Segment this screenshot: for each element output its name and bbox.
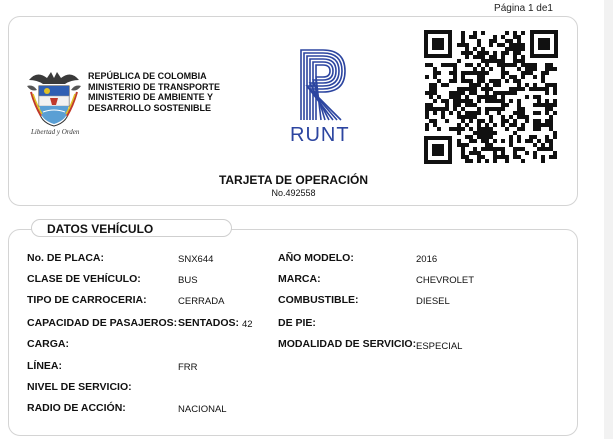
plate-label: No. DE PLACA: <box>27 252 104 264</box>
action-radius-value: NACIONAL <box>178 404 227 415</box>
body-type-value: CERRADA <box>178 296 225 307</box>
vehicle-class-value: BUS <box>178 275 198 286</box>
runt-logo-icon <box>291 44 351 124</box>
standing-label: DE PIE: <box>278 317 316 329</box>
document-title: TARJETA DE OPERACIÓN <box>218 173 369 187</box>
fuel-value: DIESEL <box>416 296 450 307</box>
brand-value: CHEVROLET <box>416 275 475 286</box>
coat-of-arms-icon <box>25 66 83 130</box>
line-label: LÍNEA: <box>27 360 62 372</box>
vehicle-class-label: CLASE DE VEHÍCULO: <box>27 273 141 285</box>
service-modality-value: ESPECIAL <box>416 341 463 352</box>
ministry-line: MINISTERIO DE TRANSPORTE <box>88 81 221 92</box>
section-title: DATOS VEHÍCULO <box>31 219 232 237</box>
ministry-line: REPÚBLICA DE COLOMBIA <box>88 71 207 81</box>
qr-code-icon <box>424 30 558 164</box>
motto-text: Libertad y Orden <box>31 128 80 136</box>
body-type-label: TIPO DE CARROCERIA: <box>27 294 147 306</box>
cargo-label: CARGA: <box>27 338 69 350</box>
ministry-line: DESARROLLO SOSTENIBLE <box>88 102 212 113</box>
service-level-label: NIVEL DE SERVICIO: <box>27 381 132 393</box>
line-value: FRR <box>178 362 198 373</box>
page-number: Página 1 de1 <box>494 3 553 14</box>
model-year-value: 2016 <box>416 254 438 265</box>
seated-label: SENTADOS: <box>178 317 240 329</box>
document-number: No.492558 <box>271 188 316 198</box>
brand-label: MARCA: <box>278 273 321 285</box>
scrollbar-track[interactable] <box>604 0 613 439</box>
fuel-label: COMBUSTIBLE: <box>278 294 359 306</box>
service-modality-label: MODALIDAD DE SERVICIO: <box>278 338 417 350</box>
ministry-line: MINISTERIO DE AMBIENTE Y <box>88 92 214 102</box>
model-year-label: AÑO MODELO: <box>278 252 354 264</box>
capacity-label: CAPACIDAD DE PASAJEROS: <box>27 317 178 329</box>
seated-value: 42 <box>242 319 253 330</box>
ministries-block <box>88 71 220 113</box>
runt-wordmark: RUNT <box>290 124 350 146</box>
action-radius-label: RADIO DE ACCIÓN: <box>27 402 126 414</box>
plate-value: SNX644 <box>178 254 214 265</box>
